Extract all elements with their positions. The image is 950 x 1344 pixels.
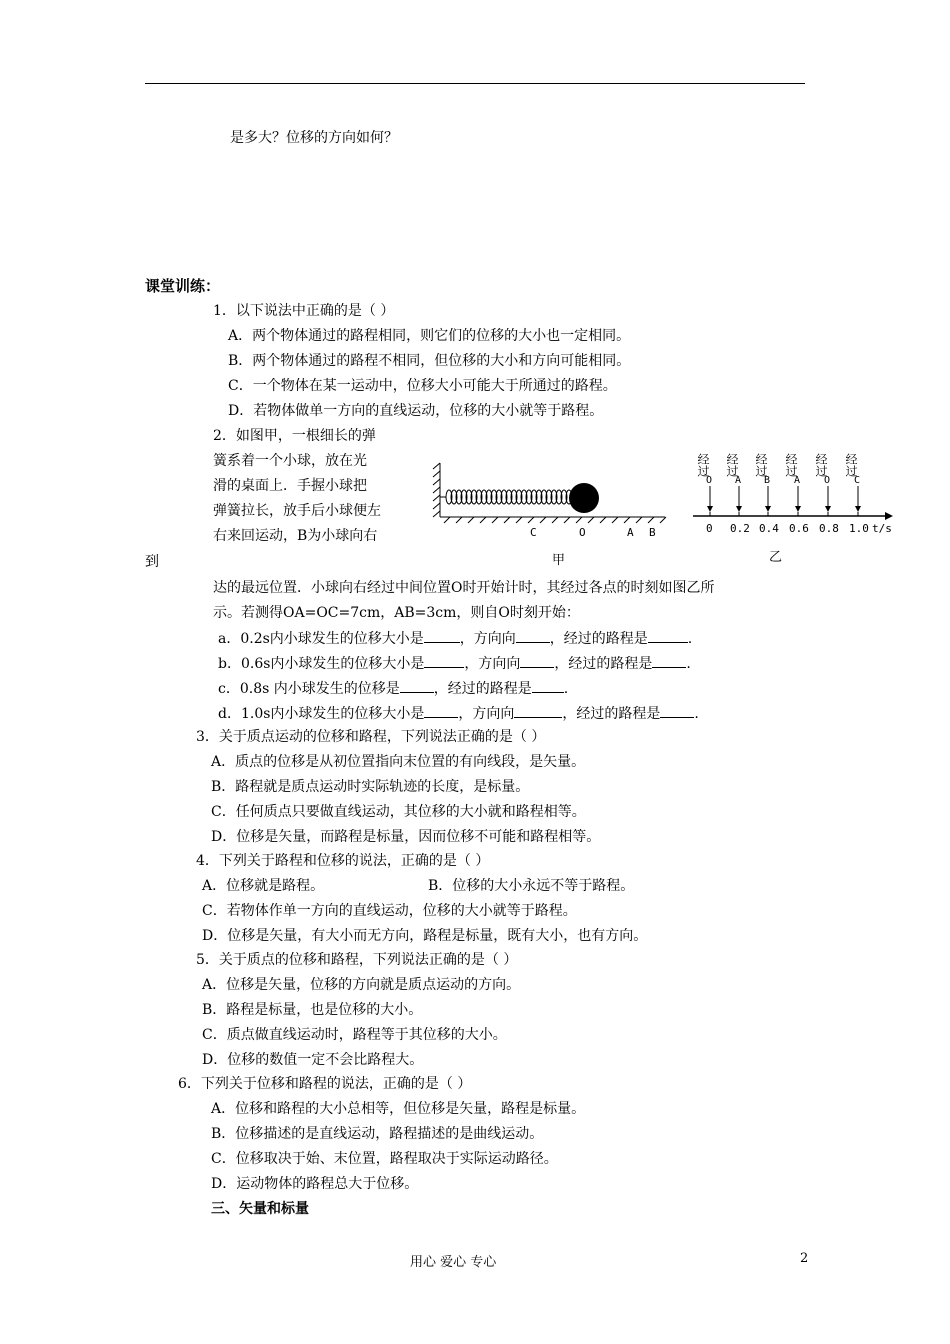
- q2-dao: 到: [145, 554, 159, 570]
- q5-option-a: A．位移是矢量，位移的方向就是质点运动的方向。: [202, 977, 521, 993]
- caption-jia: 甲: [552, 553, 566, 568]
- tick-label: 1.0: [849, 522, 869, 535]
- header-rule: [145, 83, 805, 84]
- axis-label: t/s: [872, 522, 892, 535]
- blank[interactable]: [516, 628, 550, 643]
- continued-question-text: 是多大？位移的方向如何？: [230, 130, 398, 146]
- wall: [433, 463, 440, 517]
- q3-option-a: A．质点的位移是从初位置指向末位置的有向线段，是矢量。: [211, 754, 586, 770]
- blank[interactable]: [400, 678, 434, 693]
- label-a: A: [627, 526, 634, 539]
- q5-stem: 5．关于质点的位移和路程，下列说法正确的是（ ）: [196, 952, 518, 968]
- svg-text:A: A: [794, 475, 801, 486]
- tick-label: 0.2: [730, 522, 750, 535]
- q2-line-3: 滑的桌面上．手握小球把: [213, 478, 367, 494]
- svg-text:经过: 经过: [784, 453, 798, 477]
- tick-label: 0.6: [789, 522, 809, 535]
- q6-option-d: D．运动物体的路程总大于位移。: [211, 1176, 419, 1192]
- blank[interactable]: [660, 703, 694, 718]
- svg-text:B: B: [764, 475, 771, 486]
- tick-label: 0.8: [819, 522, 839, 535]
- svg-text:O: O: [824, 475, 831, 486]
- svg-text:A: A: [735, 475, 742, 486]
- q2-cont-2: 示。若测得OA=OC=7cm，AB=3cm，则自O时刻开始：: [213, 605, 580, 621]
- figure-jia: [430, 455, 670, 570]
- arrow-4: [814, 453, 831, 512]
- q2-sub-c: c．0.8s 内小球发生的位移是 ，经过的路程是 .: [218, 678, 568, 699]
- svg-text:O: O: [706, 475, 713, 486]
- q2-sub-b: b．0.6s内小球发生的位移大小是 ，方向向 ，经过的路程是 .: [218, 653, 691, 674]
- q6-option-b: B．位移描述的是直线运动，路程描述的是曲线运动。: [211, 1126, 544, 1142]
- label-c: C: [530, 526, 537, 539]
- label-o: O: [579, 526, 586, 539]
- q2-sub-a: a．0.2s内小球发生的位移大小是 ，方向向 ，经过的路程是 .: [218, 628, 692, 649]
- blank[interactable]: [514, 703, 562, 718]
- q3-option-d: D．位移是矢量，而路程是标量，因而位移不可能和路程相等。: [211, 829, 601, 845]
- q6-option-a: A．位移和路程的大小总相等，但位移是矢量，路程是标量。: [211, 1101, 586, 1117]
- section-3-title: 三、矢量和标量: [211, 1201, 309, 1217]
- arrow-2: [754, 453, 771, 512]
- page-number: 2: [800, 1251, 809, 1266]
- figure-yi: [690, 440, 900, 570]
- arrow-5: [844, 453, 861, 512]
- caption-yi: 乙: [769, 550, 783, 565]
- q1-option-c: C．一个物体在某一运动中，位移大小可能大于所通过的路程。: [228, 378, 617, 394]
- label-b: B: [649, 526, 656, 539]
- floor: [440, 517, 666, 523]
- q4-option-c: C．若物体作单一方向的直线运动，位移的大小就等于路程。: [202, 903, 577, 919]
- q4-option-d: D．位移是矢量，有大小而无方向，路程是标量，既有大小，也有方向。: [202, 928, 648, 944]
- blank[interactable]: [424, 703, 458, 718]
- q6-option-c: C．位移取决于始、末位置，路程取决于实际运动路径。: [211, 1151, 558, 1167]
- q5-option-b: B．路程是标量，也是位移的大小。: [202, 1002, 423, 1018]
- q3-stem: 3．关于质点运动的位移和路程，下列说法正确的是（ ）: [196, 729, 546, 745]
- svg-text:经过: 经过: [725, 453, 739, 477]
- blank[interactable]: [424, 653, 464, 668]
- tick-label: 0.4: [759, 522, 779, 535]
- tick-label: 0: [706, 522, 713, 535]
- q2-line-5: 右来回运动，B为小球向右: [213, 528, 378, 544]
- svg-text:经过: 经过: [814, 453, 828, 477]
- q1-option-b: B．两个物体通过的路程不相同，但位移的大小和方向可能相同。: [228, 353, 631, 369]
- q2-cont-1: 达的最远位置．小球向右经过中间位置O时开始计时，其经过各点的时刻如图乙所: [213, 580, 715, 596]
- q1-option-a: A．两个物体通过的路程相同，则它们的位移的大小也一定相同。: [228, 328, 631, 344]
- svg-text:经过: 经过: [844, 453, 858, 477]
- q5-option-c: C．质点做直线运动时，路程等于其位移的大小。: [202, 1027, 507, 1043]
- q5-option-d: D．位移的数值一定不会比路程大。: [202, 1052, 424, 1068]
- q2-line-4: 弹簧拉长，放手后小球便左: [213, 503, 381, 519]
- blank[interactable]: [652, 653, 686, 668]
- q1-option-d: D．若物体做单一方向的直线运动，位移的大小就等于路程。: [228, 403, 604, 419]
- q4-option-b: B．位移的大小永远不等于路程。: [428, 878, 635, 894]
- ball: [569, 483, 599, 513]
- q6-stem: 6．下列关于位移和路程的说法，正确的是（ ）: [178, 1076, 472, 1092]
- section-title: 课堂训练：: [145, 277, 221, 295]
- arrow-3: [784, 453, 801, 512]
- blank[interactable]: [532, 678, 564, 693]
- q4-option-a: A．位移就是路程。: [202, 878, 325, 894]
- arrow-0: [696, 453, 713, 512]
- blank[interactable]: [520, 653, 554, 668]
- blank[interactable]: [424, 628, 460, 643]
- q1-stem: 1．以下说法中正确的是（ ）: [213, 303, 395, 319]
- q3-option-b: B．路程就是质点运动时实际轨迹的长度，是标量。: [211, 779, 530, 795]
- q2-sub-d: d．1.0s内小球发生的位移大小是 ，方向向 ，经过的路程是 .: [218, 703, 699, 724]
- svg-text:经过: 经过: [754, 453, 768, 477]
- svg-text:C: C: [854, 475, 861, 486]
- q2-line-2: 簧系着一个小球，放在光: [213, 453, 367, 469]
- blank[interactable]: [648, 628, 688, 643]
- q4-stem: 4．下列关于路程和位移的说法，正确的是（ ）: [196, 853, 490, 869]
- q2-line-1: 2．如图甲，一根细长的弹: [213, 428, 376, 444]
- arrow-1: [725, 453, 742, 512]
- arrow-text: 经过: [696, 453, 710, 477]
- spring: [440, 490, 572, 504]
- footer-motto: 用心 爱心 专心: [410, 1255, 497, 1270]
- q3-option-c: C．任何质点只要做直线运动，其位移的大小就和路程相等。: [211, 804, 586, 820]
